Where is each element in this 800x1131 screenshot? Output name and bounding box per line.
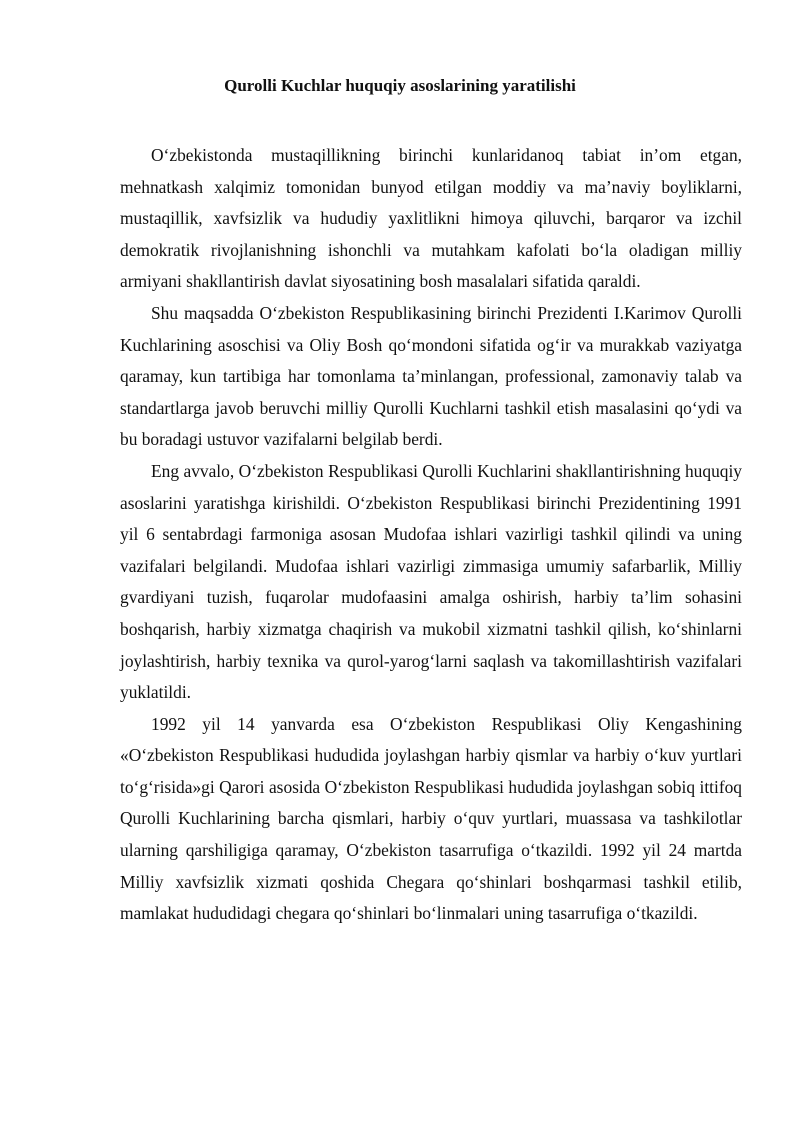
paragraph-3: Eng avvalo, O‘zbekiston Respublikasi Qurolli Kuchlarini shakllantirishning huquqiy asoslarini yaratishga kirishildi. O‘zbekiston Respublikasi birinchi Prezidentining 1991 yil 6 sentabrdagi farmoniga asosan Mudofaa ishlari vazirligi tashkil qilindi va uning vazifalari belgilandi. Mudofaa ishlari vazirligi zimmasiga umumiy safarbarlik, Milliy gvardiyani tuzish, fuqarolar mudofaasini amalga oshirish, harbiy ta’lim sohasini boshqarish, harbiy xizmatga chaqirish va mukobil xizmatni tashkil qilish, ko‘shinlarni joylashtirish, harbiy texnika va qurol-yarog‘larni saqlash va takomillashtirish vazifalari yuklatildi.	[120, 460, 742, 703]
document-title: Qurolli Kuchlar huquqiy asoslarining yaratilishi	[224, 76, 576, 95]
paragraph-4: 1992 yil 14 yanvarda esa O‘zbekiston Respublikasi Oliy Kengashining «O‘zbekiston Respublikasi hududida joylashgan harbiy qismlar va harbiy o‘kuv yurtlari to‘g‘risida»gi Qarori asosida O‘zbekiston Respublikasi hududida joylashgan sobiq ittifoq Qurolli Kuchlarining barcha qismlari, harbiy o‘quv yurtlari, muassasa va tashkilotlar ularning qarshiligiga qaramay, O‘zbekiston tasarrufiga o‘tkazildi. 1992 yil 24 martda Milliy xavfsizlik xizmati qoshida Chegara qo‘shinlari boshqarmasi tashkil etilib, mamlakat hududidagi chegara qo‘shinlari bo‘linmalari uning tasarrufiga o‘tkazildi.	[120, 713, 742, 924]
paragraph-2: Shu maqsadda O‘zbekiston Respublikasining birinchi Prezidenti I.Karimov Qurolli Kuchlarining asoschisi va Oliy Bosh qo‘mondoni sifatida og‘ir va murakkab vaziyatga qaramay, kun tartibiga har tomonlama ta’minlangan, professional, zamonaviy talab va standartlarga javob beruvchi milliy Qurolli Kuchlarni tashkil etish masalasini qo‘ydi va bu boradagi ustuvor vazifalarni belgilab berdi.	[120, 302, 742, 450]
paragraph-1: O‘zbekistonda mustaqillikning birinchi kunlaridanoq tabiat in’om etgan, mehnatkash xalqimiz tomonidan bunyod etilgan moddiy va ma’naviy boyliklarni, mustaqillik, xavfsizlik va hududiy yaxlitlikni himoya qiluvchi, barqaror va izchil demokratik rivojlanishning ishonchli va mutahkam kafolati bo‘la oladigan milliy armiyani shakllantirish davlat siyosatining bosh masalalari sifatida qaraldi.	[120, 145, 742, 292]
document-body	[120, 140, 742, 930]
